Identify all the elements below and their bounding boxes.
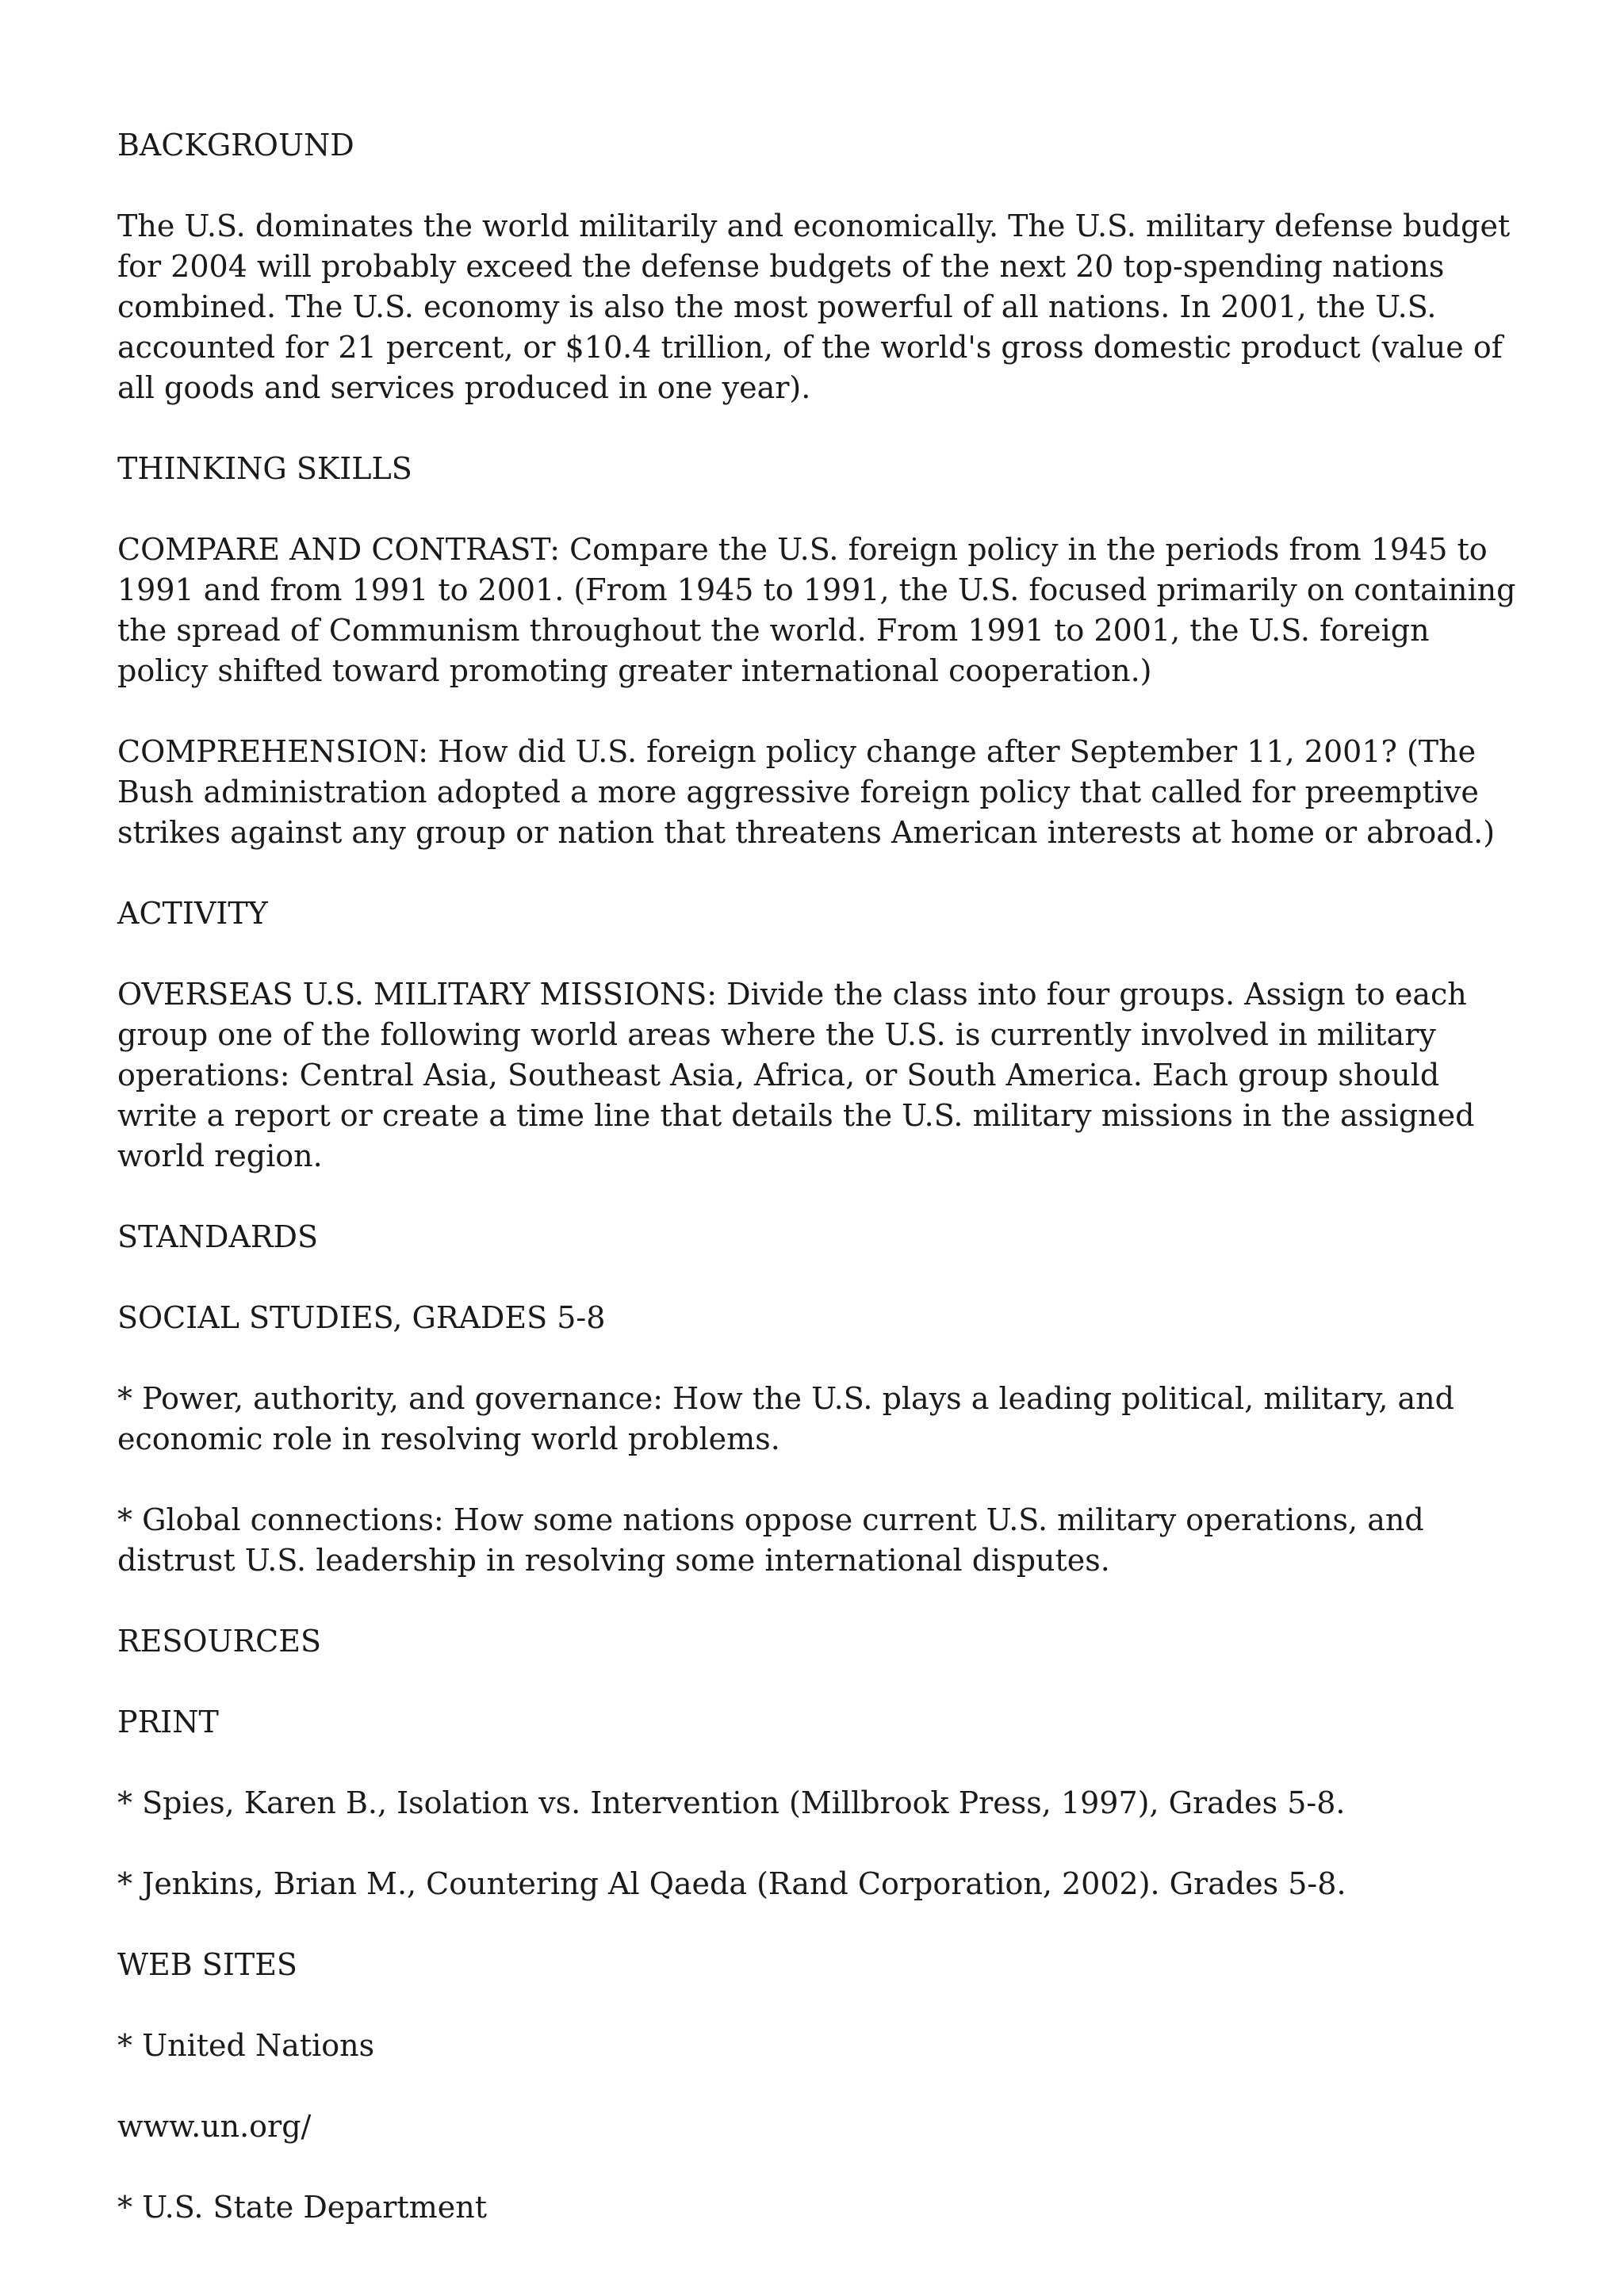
activity-paragraph: OVERSEAS U.S. MILITARY MISSIONS: Divide the class into four groups. Assign to each group one of the following world areas where the U.S. is currently involved in military operations: Central Asia, Southeast Asia, Africa, or South America. Each group should write a report or create a time line that details the U.S. military missions in the assigned world region. <box>117 977 1475 1173</box>
web-item-un-url: www.un.org/ <box>117 2109 312 2144</box>
resources-heading: RESOURCES <box>117 1624 322 1659</box>
web-item-united-nations: * United Nations <box>117 2028 375 2063</box>
web-sites-heading: WEB SITES <box>117 1947 297 1982</box>
compare-contrast-paragraph: COMPARE AND CONTRAST: Compare the U.S. foreign policy in the periods from 1945 to 1991 and from 1991 to 2001. (From 1945 to 1991, the U.S. focused primarily on containing the spread of Communism throughout the world. From 1991 to 2001, the U.S. foreign policy shifted toward promoting greater international cooperation.) <box>117 532 1516 688</box>
activity-heading: ACTIVITY <box>117 896 268 931</box>
document-page <box>117 125 1521 2228</box>
print-item-spies: * Spies, Karen B., Isolation vs. Intervention (Millbrook Press, 1997), Grades 5-8. <box>117 1785 1346 1820</box>
background-paragraph: The U.S. dominates the world militarily and economically. The U.S. military defense budget for 2004 will probably exceed the defense budgets of the next 20 top-spending nations combined. The U.S. economy is also the most powerful of all nations. In 2001, the U.S. accounted for 21 percent, or $10.4 trillion, of the world's gross domestic product (value of all goods and services produced in one year). <box>117 209 1511 405</box>
thinking-skills-heading: THINKING SKILLS <box>117 451 412 486</box>
standards-subheading: SOCIAL STUDIES, GRADES 5-8 <box>117 1300 606 1335</box>
standard-item-global: * Global connections: How some nations oppose current U.S. military operations, and distrust U.S. leadership in resolving some international disputes. <box>117 1502 1424 1578</box>
web-item-state-department: * U.S. State Department <box>117 2190 487 2225</box>
print-item-jenkins: * Jenkins, Brian M., Countering Al Qaeda (Rand Corporation, 2002). Grades 5-8. <box>117 1866 1346 1901</box>
standard-item-power: * Power, authority, and governance: How the U.S. plays a leading political, military, and economic role in resolving world problems. <box>117 1381 1454 1456</box>
comprehension-paragraph: COMPREHENSION: How did U.S. foreign policy change after September 11, 2001? (The Bush administration adopted a more aggressive foreign policy that called for preemptive strikes against any group or nation that threatens American interests at home or abroad.) <box>117 734 1496 850</box>
background-heading: BACKGROUND <box>117 128 354 163</box>
standards-heading: STANDARDS <box>117 1219 319 1254</box>
print-heading: PRINT <box>117 1705 219 1739</box>
